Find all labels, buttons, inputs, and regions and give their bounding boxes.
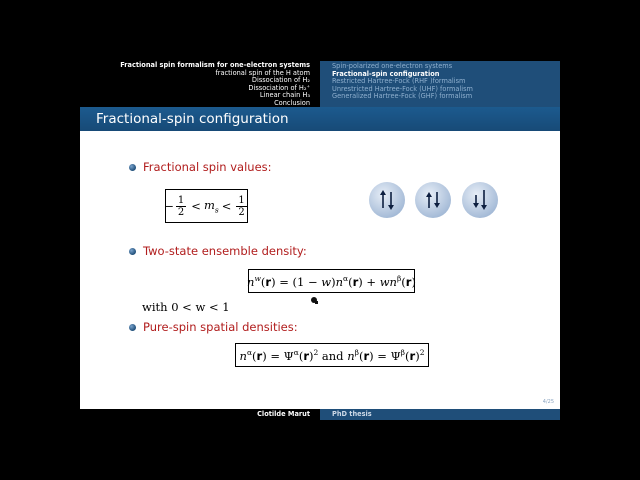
nav-subsection-ghf[interactable]: Generalized Hartree-Fock (GHF) formalism: [332, 92, 473, 101]
section-navigation: [80, 61, 320, 107]
frame-title: Fractional-spin configuration: [80, 107, 560, 131]
bullet-two-state-ensemble: [129, 244, 307, 258]
spin-up-down-icon-2: [415, 182, 451, 218]
hand-cursor-icon: [310, 296, 320, 306]
footer-title: PhD thesis: [320, 409, 560, 420]
bullet-text: Fractional spin values:: [143, 160, 272, 174]
bullet-icon: [129, 248, 136, 255]
spin-down-down-icon: [462, 182, 498, 218]
nav-section-h-atom[interactable]: fractional spin of the H atom: [215, 68, 310, 77]
bullet-icon: [129, 164, 136, 171]
nav-section-conclusion[interactable]: Conclusion: [274, 98, 310, 107]
nav-subsection-uhf[interactable]: Unrestricted Hartree-Fock (UHF) formalism: [332, 84, 473, 93]
nav-subsection-fractional-spin-configuration[interactable]: Fractional-spin configuration: [332, 69, 440, 78]
footer-author: Clotilde Marut: [80, 409, 320, 420]
subsection-navigation: [320, 61, 560, 107]
nav-subsection-rhf[interactable]: Restricted Hartree-Fock (RHF )formalism: [332, 77, 466, 86]
bullet-fractional-spin-values: [129, 160, 272, 174]
nav-section-fractional-spin-formalism[interactable]: Fractional spin formalism for one-electron systems: [120, 61, 310, 69]
bullet-icon: [129, 324, 136, 331]
nav-section-dissociation-h2[interactable]: Dissociation of H₂: [251, 76, 310, 85]
weight-range-text: with 0 < w < 1: [142, 300, 230, 314]
pure-spin-density-formula: $n^\alpha(r) = \Psi^\alpha(r)^2$ and $n^\beta(r) = \Psi^\beta(r)^2$: [239, 347, 425, 363]
ms-symbol: m: [203, 197, 215, 212]
ensemble-density-formula: $n^w(r) = (1 - w)n^\alpha(r) + wn^\beta(r)$: [247, 273, 416, 289]
nav-section-dissociation-h2-plus[interactable]: Dissociation of H₂⁺: [248, 83, 310, 92]
fraction-half-right: $\frac{1}{2}$: [238, 194, 245, 218]
minus-sign: −: [164, 199, 174, 213]
ensemble-density-box: [248, 269, 415, 293]
ms-inequality-box: − $\frac{1}{2}$ < $m_s$ < $\frac{1}{2}$: [165, 189, 248, 223]
pure-spin-density-box: [235, 343, 429, 367]
spin-up-down-icon: [369, 182, 405, 218]
bullet-text: Two-state ensemble density:: [143, 244, 307, 258]
page-number: 4/25: [542, 399, 554, 405]
bullet-text: Pure-spin spatial densities:: [143, 320, 298, 334]
slide: [80, 61, 560, 420]
bullet-pure-spin-densities: [129, 320, 298, 334]
fraction-half-left: $\frac{1}{2}$: [177, 194, 185, 218]
nav-section-linear-chain[interactable]: Linear chain H₃: [259, 91, 310, 100]
nav-subsection-spin-polarized[interactable]: Spin-polarized one-electron systems: [332, 62, 453, 70]
